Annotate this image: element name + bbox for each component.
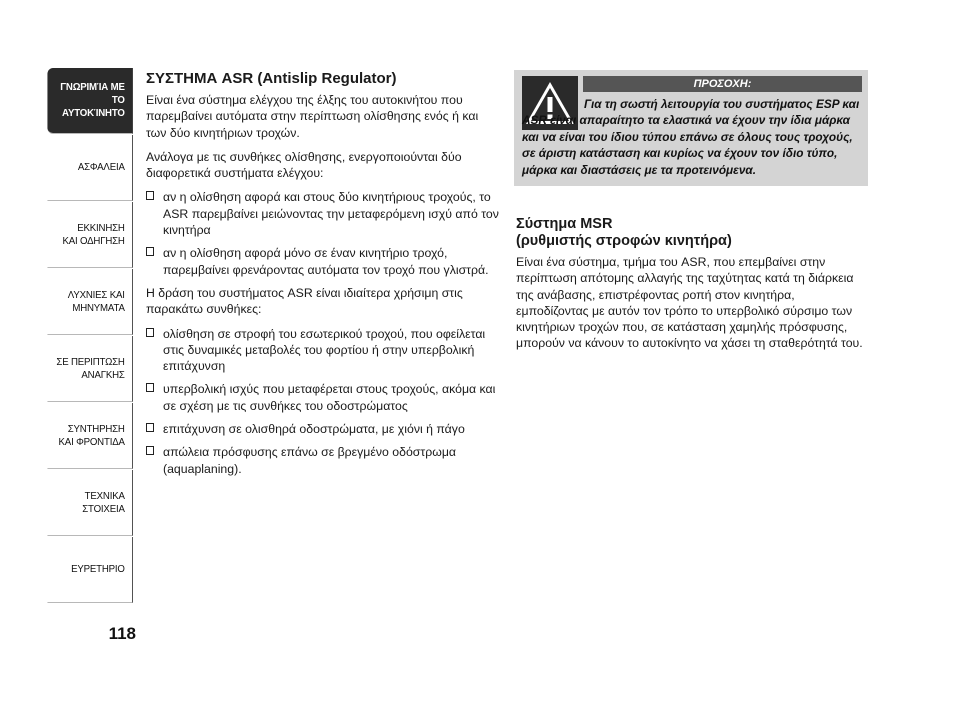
list-item: επιτάχυνση σε ολισθηρά οδοστρώματα, με χιόνι ή πάγο — [146, 421, 502, 437]
tab-label: ΕΥΡΕΤΗΡΙΟ — [71, 563, 125, 575]
warning-text: Για τη σωστή λειτουργία του συστήματος ESP και ASR είναι απαραίτητο τα ελαστικά να έχουν την ίδια μάρκα και να είναι του ίδιου τύπου επάνω σε όλους τους τροχούς, σε άριστη κατάσταση και κυρίως να έχουν τον ίδιο τύπο, μάρκα και διαστάσεις με τα προτεινόμενα. — [522, 97, 860, 177]
msr-text: Είναι ένα σύστημα, τμήμα του ASR, που επεμβαίνει στην περίπτωση απότομης αλλαγής της ταχύτητας κατά τη διάρκεια της ανάβασης, επιστρέφοντας ροπή στον κινητήρα, εμποδίζοντας με αυτόν τον τρόπο το υπερβολικό σύρσιμο των κινητήριων τροχών που, σε κατάσταση χαμηλής πρόσφυσης, μπορούν να κάνουν το αυτοκίνητο να χάσει τη σταθερότητά του. — [516, 255, 863, 351]
tab-label: ΛΥΧΝΙΕΣ ΚΑΙ ΜΗΝΥΜΑΤΑ — [67, 288, 125, 314]
list-item: απώλεια πρόσφυσης επάνω σε βρεγμένο οδόστρωμα (aquaplaning). — [146, 444, 502, 477]
asr-paragraph: Ανάλογα με τις συνθήκες ολίσθησης, ενεργοποιούνται δύο διαφορετικά συστήματα ελέγχου: — [146, 149, 462, 181]
tab-index[interactable] — [47, 537, 133, 603]
tab-label: ΑΣΦΑΛΕΙΑ — [77, 161, 125, 173]
tab-warning-lights[interactable] — [47, 269, 133, 335]
list-item: αν η ολίσθηση αφορά μόνο σε έναν κινητήριο τροχό, παρεμβαίνει φρενάροντας αυτόματα τον τροχό που γλιστρά. — [146, 245, 502, 278]
checkbox-bullet-icon — [146, 383, 154, 392]
checkbox-bullet-icon — [146, 423, 154, 432]
tab-label: ΕΚΚΙΝΗΣΗ ΚΑΙ ΟΔΗΓΗΣΗ — [62, 221, 125, 247]
tab-label: ΣΥΝΤΗΡΗΣΗ ΚΑΙ ΦΡΟΝΤΙΔΑ — [58, 422, 125, 448]
page-number: 118 — [108, 624, 136, 643]
asr-section — [146, 70, 502, 484]
tab-maintenance[interactable] — [47, 403, 133, 469]
tab-emergency[interactable] — [47, 336, 133, 402]
msr-section — [516, 216, 868, 360]
tab-label: ΓΝΩΡΙΜΊΑ ΜΕ ΤΟ ΑΥΤΟΚΊΝΗΤΟ — [60, 81, 125, 119]
tab-safety[interactable] — [47, 135, 133, 201]
chapter-tabs — [40, 68, 133, 604]
checkbox-bullet-icon — [146, 328, 154, 337]
tab-getting-to-know-car[interactable] — [47, 68, 133, 134]
tab-technical-data[interactable] — [47, 470, 133, 536]
checkbox-bullet-icon — [146, 446, 154, 455]
asr-paragraph: Η δράση του συστήματος ASR είναι ιδιαίτερα χρήσιμη στις παρακάτω συνθήκες: — [146, 285, 463, 317]
tab-starting-driving[interactable] — [47, 202, 133, 268]
list-item: αν η ολίσθηση αφορά και στους δύο κινητήριους τροχούς, το ASR παρεμβαίνει μειώνοντας την μεταφερόμενη ισχύ από τον κινητήρα — [146, 189, 502, 238]
warning-box — [514, 70, 868, 186]
checkbox-bullet-icon — [146, 191, 154, 200]
asr-title: ΣΥΣΤΗΜΑ ASR (Antislip Regulator) — [146, 70, 397, 87]
tab-label: ΤΕΧΝΙΚΑ ΣΤΟΙΧΕΙΑ — [82, 489, 125, 515]
list-item: υπερβολική ισχύς που μεταφέρεται στους τροχούς, ακόμα και σε σχέση με τις συνθήκες του οδοστρώματος — [146, 381, 502, 414]
list-item: ολίσθηση σε στροφή του εσωτερικού τροχού, που οφείλεται στις δυναμικές μεταβολές του φορτίου ή στην υπερβολική επιτάχυνση — [146, 326, 502, 375]
tab-label: ΣΕ ΠΕΡΙΠΤΩΣΗ ΑΝΑΓΚΗΣ — [56, 355, 125, 381]
msr-title: Σύστημα MSR (ρυθμιστής στροφών κινητήρα) — [516, 216, 732, 249]
checkbox-bullet-icon — [146, 247, 154, 256]
asr-intro: Είναι ένα σύστημα ελέγχου της έλξης του αυτοκινήτου που παρεμβαίνει αυτόματα στην περίπτωση ολίσθησης ενός ή και των δύο κινητήριων τροχών. — [146, 93, 479, 140]
warning-heading: ΠΡΟΣΟΧΗ: — [583, 76, 862, 92]
